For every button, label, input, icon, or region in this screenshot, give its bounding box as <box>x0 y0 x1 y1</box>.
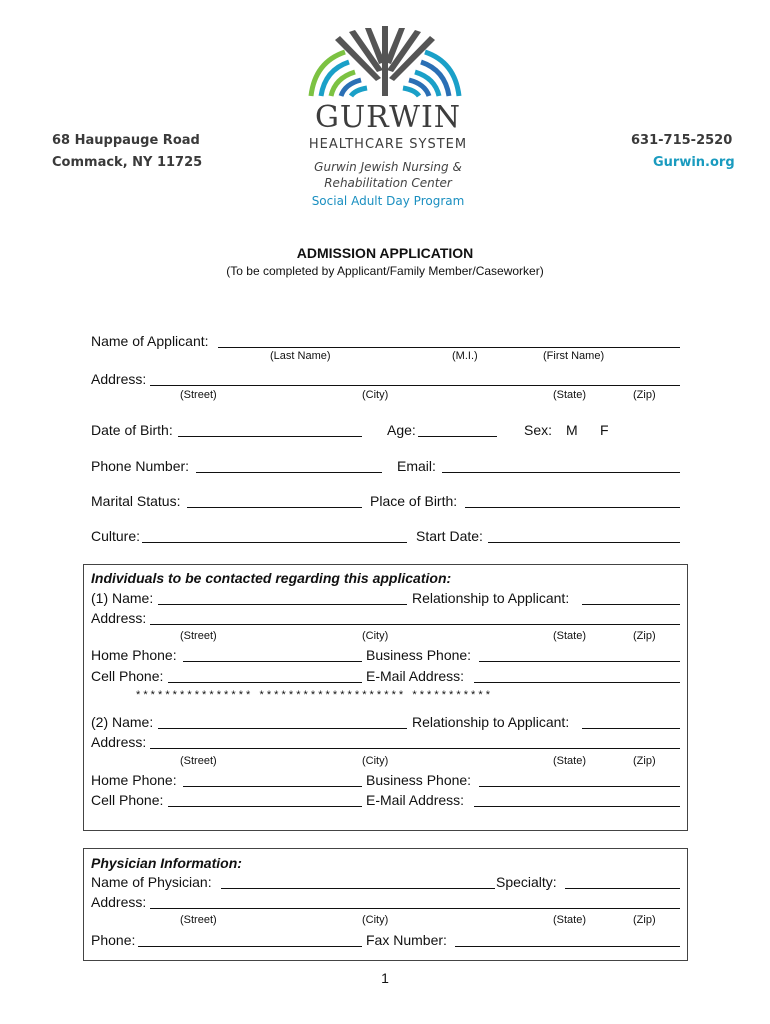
contact1-city-caption: (City) <box>362 630 389 642</box>
header-address-line1: 68 Hauppauge Road <box>52 133 200 148</box>
contact2-business-phone-label: Business Phone: <box>366 772 472 788</box>
zip-caption: (Zip) <box>633 389 656 401</box>
contact2-address-field[interactable] <box>150 748 680 749</box>
form-subtitle: (To be completed by Applicant/Family Member/Caseworker) <box>226 264 544 278</box>
state-caption: (State) <box>553 389 587 401</box>
first-name-caption: (First Name) <box>543 350 605 362</box>
city-caption: (City) <box>362 389 389 401</box>
physician-name-label: Name of Physician: <box>91 874 212 890</box>
physician-address-field[interactable] <box>150 908 680 909</box>
applicant-name-label: Name of Applicant: <box>91 333 209 349</box>
physician-city-caption: (City) <box>362 914 389 926</box>
contact2-name-field[interactable] <box>158 728 407 729</box>
contacts-heading: Individuals to be contacted regarding this application: <box>91 570 452 586</box>
physician-street-caption: (Street) <box>180 914 217 926</box>
brand-name: GURWIN <box>314 100 462 135</box>
facility-line2: Rehabilitation Center <box>324 176 452 190</box>
contact1-address-label: Address: <box>91 610 147 626</box>
dob-label: Date of Birth: <box>91 422 173 438</box>
contact2-state-caption: (State) <box>553 755 587 767</box>
physician-specialty-field[interactable] <box>565 888 680 889</box>
sex-option-m[interactable]: M <box>566 422 578 438</box>
phone-label: Phone Number: <box>91 458 190 474</box>
contact2-address-label: Address: <box>91 734 147 750</box>
dob-field[interactable] <box>178 436 362 437</box>
contact1-relationship-field[interactable] <box>582 604 680 605</box>
physician-specialty-label: Specialty: <box>496 874 557 890</box>
contact1-home-phone-label: Home Phone: <box>91 647 177 663</box>
contact2-relationship-field[interactable] <box>582 728 680 729</box>
contact2-home-phone-field[interactable] <box>183 786 362 787</box>
marital-label: Marital Status: <box>91 493 181 509</box>
contact2-email-label: E-Mail Address: <box>366 792 465 808</box>
sex-option-f[interactable]: F <box>600 422 609 438</box>
contact2-cell-phone-field[interactable] <box>168 806 362 807</box>
contact1-home-phone-field[interactable] <box>183 661 362 662</box>
sex-label: Sex: <box>524 422 553 438</box>
contact1-business-phone-field[interactable] <box>479 661 680 662</box>
last-name-caption: (Last Name) <box>270 350 331 362</box>
contact2-home-phone-label: Home Phone: <box>91 772 177 788</box>
applicant-name-field[interactable] <box>218 347 680 348</box>
header-address-line2: Commack, NY 11725 <box>52 155 203 170</box>
physician-name-field[interactable] <box>221 888 495 889</box>
contact1-relationship-label: Relationship to Applicant: <box>412 590 570 606</box>
physician-fax-field[interactable] <box>455 946 680 947</box>
brand-subtitle: HEALTHCARE SYSTEM <box>308 137 468 152</box>
email-label: Email: <box>397 458 436 474</box>
physician-phone-field[interactable] <box>138 946 362 947</box>
physician-zip-caption: (Zip) <box>633 914 656 926</box>
mi-caption: (M.I.) <box>452 350 478 362</box>
pob-field[interactable] <box>465 507 680 508</box>
culture-label: Culture: <box>91 528 141 544</box>
contact2-business-phone-field[interactable] <box>479 786 680 787</box>
start-date-label: Start Date: <box>416 528 483 544</box>
gurwin-logo-icon <box>305 22 465 98</box>
age-label: Age: <box>387 422 416 438</box>
physician-phone-label: Phone: <box>91 932 136 948</box>
program-name: Social Adult Day Program <box>311 194 465 208</box>
contact1-email-label: E-Mail Address: <box>366 668 465 684</box>
contact2-street-caption: (Street) <box>180 755 217 767</box>
contact2-cell-phone-label: Cell Phone: <box>91 792 164 808</box>
contact1-name-label: (1) Name: <box>91 590 154 606</box>
contact2-city-caption: (City) <box>362 755 389 767</box>
culture-field[interactable] <box>142 542 407 543</box>
start-date-field[interactable] <box>488 542 680 543</box>
contact2-email-field[interactable] <box>474 806 680 807</box>
form-title: ADMISSION APPLICATION <box>296 245 474 261</box>
contact1-name-field[interactable] <box>158 604 407 605</box>
contact1-address-field[interactable] <box>150 624 680 625</box>
contact1-email-field[interactable] <box>474 682 680 683</box>
pob-label: Place of Birth: <box>370 493 458 509</box>
physician-heading: Physician Information: <box>91 855 242 871</box>
marital-field[interactable] <box>187 507 362 508</box>
contact2-zip-caption: (Zip) <box>633 755 656 767</box>
contact2-relationship-label: Relationship to Applicant: <box>412 714 570 730</box>
contact1-zip-caption: (Zip) <box>633 630 656 642</box>
contact2-name-label: (2) Name: <box>91 714 154 730</box>
header-website[interactable]: Gurwin.org <box>653 155 735 170</box>
email-field[interactable] <box>442 472 680 473</box>
physician-fax-label: Fax Number: <box>366 932 447 948</box>
contact1-cell-phone-label: Cell Phone: <box>91 668 164 684</box>
contact1-business-phone-label: Business Phone: <box>366 647 472 663</box>
physician-state-caption: (State) <box>553 914 587 926</box>
address-label: Address: <box>91 371 147 387</box>
contact1-state-caption: (State) <box>553 630 587 642</box>
page-number: 1 <box>381 970 389 986</box>
address-field[interactable] <box>150 385 680 386</box>
phone-field[interactable] <box>196 472 382 473</box>
contact1-cell-phone-field[interactable] <box>168 682 362 683</box>
facility-line1: Gurwin Jewish Nursing & <box>314 160 462 174</box>
age-field[interactable] <box>418 436 497 437</box>
header-phone: 631-715-2520 <box>631 133 733 148</box>
street-caption: (Street) <box>180 389 217 401</box>
contact1-street-caption: (Street) <box>180 630 217 642</box>
physician-address-label: Address: <box>91 894 147 910</box>
contacts-separator: * * * * * * * * * * * * * * * * * * * * * * * * * * * * * * * * * * * * * * * * * * * * * * * <box>136 689 491 701</box>
